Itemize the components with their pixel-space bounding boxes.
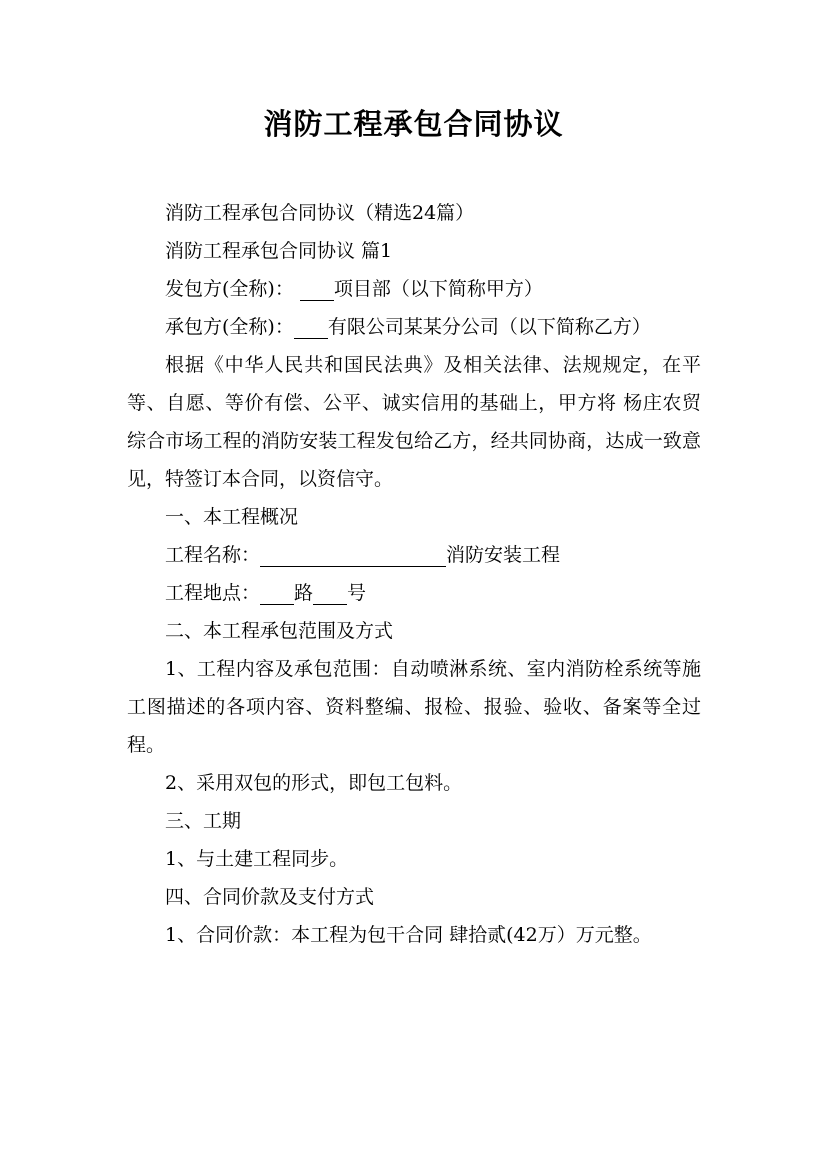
paragraph-contractee-party bbox=[127, 308, 701, 346]
project-name-label: 工程名称： bbox=[165, 544, 261, 566]
paragraph-heading-price: 四、合同价款及支付方式 bbox=[165, 886, 375, 908]
paragraph-contractor-party bbox=[127, 270, 701, 308]
contractee-label: 承包方(全称)： bbox=[165, 316, 294, 338]
contractor-label: 发包方(全称)： bbox=[165, 278, 300, 300]
document-body bbox=[127, 194, 701, 954]
paragraph-section-heading: 消防工程承包合同协议 篇1 bbox=[165, 240, 393, 262]
blank-underline bbox=[300, 276, 334, 301]
project-name-text: 消防安装工程 bbox=[446, 544, 561, 566]
paragraph-schedule: 1、与土建工程同步。 bbox=[165, 848, 349, 870]
document-title: 消防工程承包合同协议 bbox=[263, 107, 564, 141]
paragraph-scope-form: 2、采用双包的形式，即包工包料。 bbox=[165, 772, 463, 794]
paragraph-basis: 根据《中华人民共和国民法典》及相关法律、法规规定，在平等、自愿、等价有偿、公平、诚实信用的基础上，甲方将 杨庄农贸综合市场工程的消防安装工程发包给乙方，经共同协商，达成一致意见，特签订本合同，以资信守。 bbox=[127, 354, 701, 490]
blank-underline bbox=[294, 314, 328, 339]
road-text: 路 bbox=[294, 582, 314, 604]
blank-underline bbox=[313, 580, 347, 605]
blank-underline bbox=[260, 542, 446, 567]
blank-underline bbox=[260, 580, 294, 605]
paragraph-heading-schedule: 三、工期 bbox=[165, 810, 242, 832]
paragraph-project-name bbox=[127, 536, 701, 574]
number-text: 号 bbox=[347, 582, 367, 604]
contractor-text: 项目部（以下简称甲方） bbox=[333, 278, 543, 300]
paragraph-price: 1、合同价款：本工程为包干合同 肆拾贰(42万）万元整。 bbox=[165, 924, 652, 946]
paragraph-heading-scope: 二、本工程承包范围及方式 bbox=[165, 620, 394, 642]
paragraph-project-location bbox=[127, 574, 701, 612]
paragraph-scope-content: 1、工程内容及承包范围：自动喷淋系统、室内消防栓系统等施工图描述的各项内容、资料整编、报检、报验、验收、备案等全过程。 bbox=[127, 658, 701, 756]
contractee-text: 有限公司某某分公司（以下简称乙方） bbox=[327, 316, 651, 338]
project-location-label: 工程地点： bbox=[165, 582, 261, 604]
paragraph-heading-overview: 一、本工程概况 bbox=[165, 506, 299, 528]
paragraph-subtitle: 消防工程承包合同协议（精选24篇） bbox=[165, 202, 475, 224]
